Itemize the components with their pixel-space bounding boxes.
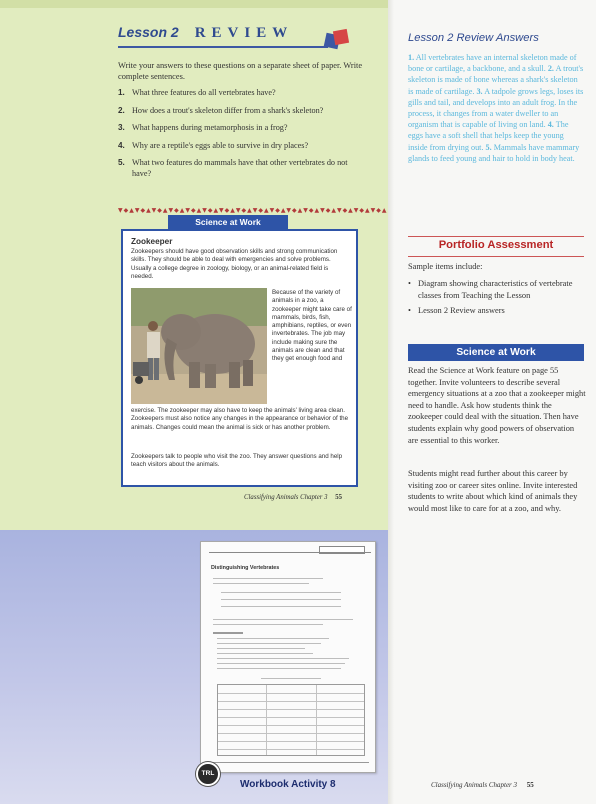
table-row bbox=[218, 749, 364, 750]
teacher-notes-column bbox=[402, 0, 588, 804]
review-question-list bbox=[118, 88, 368, 186]
workbook-line bbox=[217, 653, 313, 654]
page-top-shade bbox=[0, 0, 388, 8]
zookeeper-heading: Zookeeper bbox=[131, 237, 173, 246]
portfolio-assessment-title: Portfolio Assessment bbox=[438, 239, 554, 251]
zookeeper-elephant-photo bbox=[131, 288, 267, 404]
workbook-line bbox=[221, 592, 341, 593]
question-text: What happens during metamorphosis in a frog? bbox=[132, 123, 288, 132]
answer-text: The eggs have a soft shell that helps keep the young inside from drying out. bbox=[408, 120, 569, 152]
lesson-title: Lesson 2 bbox=[118, 24, 179, 40]
portfolio-bottom-rule bbox=[408, 256, 584, 257]
portfolio-top-rule bbox=[408, 236, 584, 237]
answer-number: 4. bbox=[547, 120, 554, 130]
question-text: How does a trout's skeleton differ from a shark's skeleton? bbox=[132, 105, 324, 115]
answer-number: 1. bbox=[408, 53, 415, 62]
workbook-line bbox=[217, 668, 341, 669]
answer-text: A tadpole grows legs, loses its gills and tail, and develops into an adult frog. In the process, it changes from a water dweller to an organism that is capable of living on land. bbox=[408, 86, 584, 130]
list-item: • Lesson 2 Review answers bbox=[408, 305, 584, 317]
workbook-table bbox=[217, 684, 365, 756]
student-page bbox=[0, 0, 388, 530]
review-question bbox=[118, 141, 368, 152]
question-text: What three features do all vertebrates have? bbox=[132, 88, 276, 97]
table-row bbox=[218, 693, 364, 694]
science-at-work-banner: Science at Work bbox=[408, 344, 584, 361]
workbook-line bbox=[213, 578, 323, 579]
question-number: 5. bbox=[118, 158, 125, 167]
workbook-line bbox=[213, 624, 323, 625]
sample-items-list bbox=[408, 278, 584, 321]
table-row bbox=[218, 701, 364, 702]
table-row bbox=[218, 741, 364, 742]
review-rule bbox=[118, 46, 328, 48]
table-column bbox=[316, 685, 317, 755]
workbook-header-line bbox=[209, 552, 371, 553]
workbook-line bbox=[217, 658, 349, 659]
table-row bbox=[218, 709, 364, 710]
question-number: 4. bbox=[118, 140, 125, 150]
trl-icon: TRL bbox=[196, 762, 220, 786]
review-question bbox=[118, 88, 368, 99]
workbook-line bbox=[261, 678, 321, 679]
workbook-line bbox=[213, 619, 353, 620]
footer-page-number: 55 bbox=[335, 494, 343, 501]
review-answers-title: Lesson 2 Review Answers bbox=[408, 32, 539, 44]
answer-text: Mammals have mammary glands to feed young and hair to hold in body heat. bbox=[408, 142, 580, 163]
page-gutter bbox=[388, 0, 394, 804]
workbook-title: Distinguishing Vertebrates bbox=[211, 565, 280, 571]
workbook-line bbox=[221, 606, 341, 607]
student-page-footer bbox=[244, 494, 342, 501]
answer-text: A trout's skeleton is made of bone whereas a shark's skeleton is made of cartilage. bbox=[408, 64, 584, 96]
review-intro: Write your answers to these questions on a separate sheet of paper. Write complete sentences. bbox=[118, 61, 363, 81]
answer-number: 3. bbox=[476, 86, 483, 96]
workbook-line bbox=[221, 599, 341, 600]
question-number: 1. bbox=[118, 88, 125, 97]
zookeeper-paragraph-3: exercise. The zookeeper may also have to keep the animals' living area clean. Zookeepers must also notice any changes in the appearance or behavior of the animals. Changes could mean the animal is sick or has another problem. bbox=[131, 407, 349, 431]
question-number: 3. bbox=[118, 123, 125, 132]
science-at-work-label: Science at Work bbox=[168, 215, 288, 229]
review-question bbox=[118, 106, 368, 117]
workbook-line bbox=[217, 638, 329, 639]
question-text: Why are a reptile's eggs able to survive in dry places? bbox=[132, 140, 309, 150]
review-word: REVIEW bbox=[194, 25, 294, 41]
question-number: 2. bbox=[118, 105, 125, 115]
workbook-line bbox=[217, 643, 321, 644]
answer-number: 5. bbox=[485, 142, 492, 152]
lesson-review-header bbox=[118, 24, 293, 42]
table-row bbox=[218, 717, 364, 718]
zookeeper-paragraph-2: Because of the variety of animals in a zoo, a zookeeper might take care of mammals, birds, fish, amphibians, reptiles, or even invertebrates. The job may include making sure the animals are clean and that they get enough food and bbox=[272, 289, 352, 363]
answer-text: All vertebrates have an internal skeleton made of bone or cartilage, a backbone, and a skull. bbox=[408, 53, 577, 74]
workbook-caption: Workbook Activity 8 bbox=[240, 779, 336, 790]
science-at-work-note-2: Students might read further about this career by visiting zoo or career sites online. Invite interested students to write about which kind of animals they would most like to care for at a zoo, and why. bbox=[408, 469, 578, 513]
review-question bbox=[118, 123, 368, 134]
review-answers-text bbox=[408, 52, 584, 164]
footer-page-number: 55 bbox=[526, 781, 534, 789]
teacher-page-footer bbox=[431, 781, 534, 789]
footer-book-title: Classifying Animals bbox=[244, 494, 299, 501]
table-column bbox=[266, 685, 267, 755]
footer-chapter: Chapter 3 bbox=[300, 494, 328, 501]
workbook-line bbox=[217, 648, 305, 649]
review-cube-icon bbox=[325, 30, 351, 52]
review-question bbox=[118, 158, 368, 179]
workbook-bar bbox=[213, 632, 243, 634]
workbook-line bbox=[213, 583, 309, 584]
science-at-work-box bbox=[121, 229, 358, 487]
sample-items-intro: Sample items include: bbox=[408, 262, 483, 271]
workbook-thumbnail bbox=[200, 541, 376, 773]
list-item: • Diagram showing characteristics of vertebrate classes from Teaching the Lesson bbox=[408, 278, 584, 301]
decorative-border-strip: ▼◆▲▼◆▲▼◆▲▼◆▲▼◆▲▼◆▲▼◆▲▼◆▲▼◆▲▼◆▲▼◆▲▼◆▲▼◆▲▼◆▲▼◆▲▼◆▲ bbox=[118, 207, 388, 214]
workbook-footer-line bbox=[209, 762, 369, 763]
workbook-line bbox=[217, 663, 345, 664]
answer-number: 2. bbox=[547, 64, 554, 74]
footer-chapter: Chapter 3 bbox=[488, 781, 518, 789]
question-text: What two features do mammals have that other vertebrates do not have? bbox=[132, 158, 348, 178]
zookeeper-paragraph-1: Zookeepers should have good observation skills and strong communication skills. They should be able to deal with emergencies and solve problems. Usually a college degree in zoology, biology, or an animal-related field is needed. bbox=[131, 248, 338, 280]
table-row bbox=[218, 733, 364, 734]
footer-book-title: Classifying Animals bbox=[431, 781, 488, 789]
science-at-work-note-1: Read the Science at Work feature on page 55 together. Invite volunteers to describe several emergency situations at a zoo that a zookeeper might need to handle. Ask how students think the zookeeper could deal with the situation. Then have students explain why good powers of observation are essential to this worker. bbox=[408, 366, 586, 445]
table-row bbox=[218, 725, 364, 726]
zookeeper-paragraph-4: Zookeepers talk to people who visit the zoo. They answer questions and help teach visitors about the animals. bbox=[131, 453, 343, 469]
